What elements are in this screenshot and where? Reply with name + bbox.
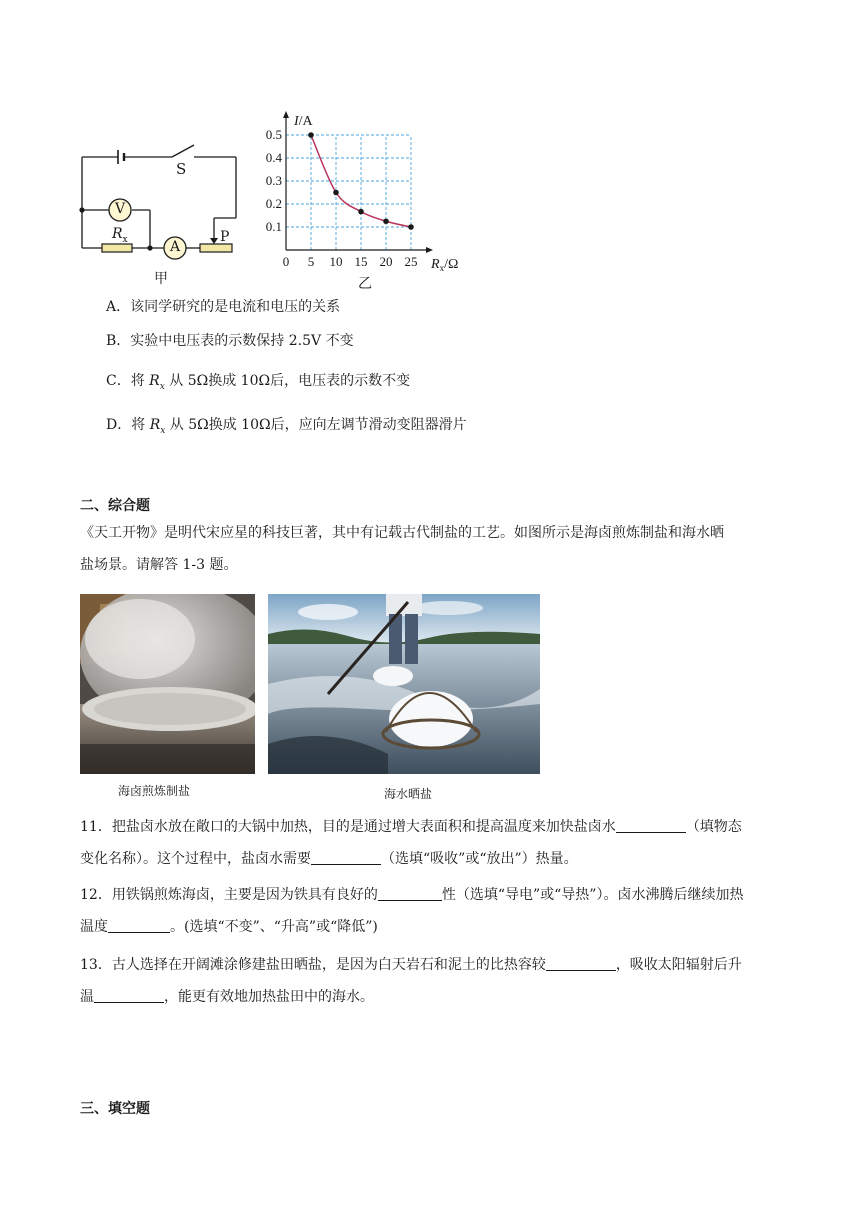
graph-caption: 乙 <box>358 277 372 292</box>
y-axis-arrow <box>283 111 289 118</box>
option-a: A．该同学研究的是电流和电压的关系 <box>106 299 341 315</box>
data-point <box>308 132 314 138</box>
x-tick-label: 5 <box>307 254 315 269</box>
current-resistance-graph <box>258 108 468 296</box>
question-12: 12．用铁锅煎炼海卤，主要是因为铁具有良好的 性（选填“导电”或“导热”）。卤水沸腾后继续加热 温度 。(选填“不变”、“升高”或“降低”) <box>80 887 744 935</box>
section-3-heading: 三、填空题 <box>80 1101 150 1117</box>
resistor-label: $R_x$ <box>112 226 128 245</box>
ammeter-label: A <box>170 239 181 255</box>
x-tick-label: 15 <box>354 254 368 269</box>
switch-label: S <box>176 160 187 178</box>
data-point <box>358 209 364 215</box>
circuit-caption: 甲 <box>154 271 168 287</box>
section-2-heading: 二、综合题 <box>80 498 150 514</box>
x-tick-label: 10 <box>329 254 343 269</box>
slider-label: P <box>220 229 230 245</box>
photo-2-caption: 海水晒盐 <box>384 787 433 801</box>
answer-blank-11a[interactable] <box>616 818 686 833</box>
photo-sea-salt <box>268 594 540 774</box>
question-11: 11．把盐卤水放在敞口的大锅中加热，目的是通过增大表面积和提高温度来加快盐卤水 （填物态 变化名称）。这个过程中，盐卤水需要 （选填“吸收”或“放出”）热量。 <box>80 819 742 867</box>
y-tick-label: 0.5 <box>265 127 282 142</box>
voltmeter-label: V <box>115 201 126 217</box>
answer-blank-13b[interactable] <box>94 988 164 1003</box>
y-tick-label: 0.2 <box>265 196 282 211</box>
option-d: D．将 $R_x$ 从 5Ω换成 10Ω后，应向左调节滑动变阻器滑片 <box>106 417 467 436</box>
y-tick-label: 0.3 <box>265 173 282 188</box>
photo-1-caption: 海卤煎炼制盐 <box>118 784 191 798</box>
answer-blank-12b[interactable] <box>108 918 170 933</box>
data-point <box>408 224 414 230</box>
photo-brine-boiling <box>80 594 255 774</box>
option-b: B．实验中电压表的示数保持 2.5V 不变 <box>106 333 354 349</box>
answer-blank-13a[interactable] <box>546 956 616 971</box>
x-tick-label: 20 <box>379 254 393 269</box>
x-tick-label: 25 <box>404 254 418 269</box>
x-axis-arrow <box>426 247 433 253</box>
answer-blank-11b[interactable] <box>311 850 381 865</box>
y-tick-label: 0.4 <box>265 150 282 165</box>
x-axis-label: $R_x/\Omega$ <box>431 257 459 273</box>
origin-label: 0 <box>282 254 290 269</box>
answer-blank-12a[interactable] <box>378 886 442 901</box>
section-2-intro: 《天工开物》是明代宋应星的科技巨著，其中有记载古代制盐的工艺。如图所示是海卤煎炼制盐和海水晒 盐场景。请解答 1-3 题。 <box>80 525 724 573</box>
data-point <box>383 218 389 224</box>
data-point <box>333 190 339 196</box>
question-13: 13．古人选择在开阔滩涂修建盐田晒盐，是因为白天岩石和泥土的比热容较 ，吸收太阳辐射后升 温 ，能更有效地加热盐田中的海水。 <box>80 957 742 1005</box>
y-tick-label: 0.1 <box>265 219 282 234</box>
y-axis-label: I/A <box>294 114 313 129</box>
circuit-diagram <box>74 140 254 285</box>
option-c: C．将 $R_x$ 从 5Ω换成 10Ω后，电压表的示数不变 <box>106 373 411 392</box>
